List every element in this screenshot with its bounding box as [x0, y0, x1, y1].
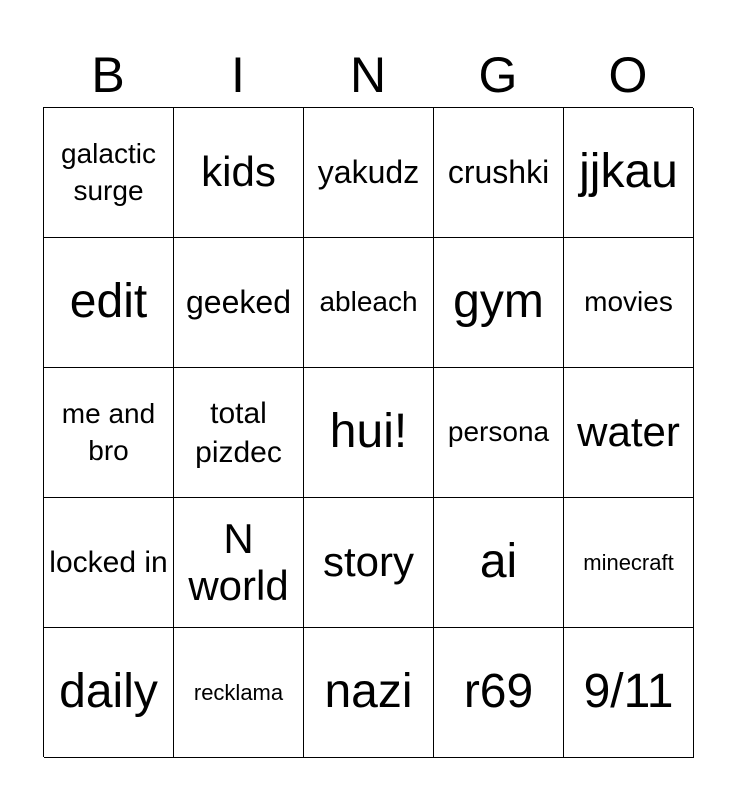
header-letter-b: B [91, 47, 125, 103]
cell-label: persona [447, 416, 550, 448]
bingo-cell[interactable] [564, 108, 694, 238]
cell-label: nazi [324, 665, 413, 719]
bingo-cell[interactable] [304, 368, 434, 498]
header-letter-o: O [608, 47, 648, 103]
cell-label: crushki [447, 154, 550, 191]
cell-label: daily [59, 665, 158, 719]
cell-label: 9/11 [583, 665, 674, 719]
bingo-cell[interactable] [564, 498, 694, 628]
cell-label: locked in [49, 546, 168, 579]
cell-label: yakudz [317, 154, 420, 191]
header-letter-n: N [349, 47, 387, 103]
cell-label: N world [188, 515, 289, 609]
bingo-board [43, 107, 693, 757]
cell-label: minecraft [583, 549, 674, 575]
bingo-cell[interactable] [434, 628, 564, 758]
cell-label: recklama [193, 679, 284, 705]
bingo-cell[interactable] [434, 238, 564, 368]
bingo-cell[interactable] [174, 628, 304, 758]
bingo-cell[interactable] [174, 108, 304, 238]
bingo-cell[interactable] [434, 108, 564, 238]
bingo-cell[interactable] [564, 368, 694, 498]
bingo-cell[interactable] [44, 368, 174, 498]
bingo-cell[interactable] [304, 108, 434, 238]
bingo-cell[interactable] [564, 628, 694, 758]
cell-label: r69 [463, 665, 534, 719]
cell-label: jjkau [579, 145, 678, 199]
bingo-cell[interactable] [44, 108, 174, 238]
bingo-cell[interactable] [174, 368, 304, 498]
cell-label: kids [201, 148, 276, 196]
header-letter-i: I [231, 47, 245, 103]
bingo-cell[interactable] [174, 238, 304, 368]
bingo-cell[interactable] [44, 238, 174, 368]
cell-label: geeked [186, 284, 291, 321]
cell-label: edit [69, 275, 148, 329]
bingo-cell[interactable] [304, 628, 434, 758]
bingo-cell[interactable] [304, 498, 434, 628]
bingo-cell[interactable] [304, 238, 434, 368]
bingo-cell[interactable] [434, 368, 564, 498]
bingo-cell[interactable] [44, 498, 174, 628]
header-letter-g: G [478, 47, 518, 103]
bingo-cell[interactable] [44, 628, 174, 758]
cell-label: me and bro [61, 398, 156, 466]
bingo-cell[interactable] [434, 498, 564, 628]
cell-label: story [322, 538, 414, 586]
cell-label: gym [453, 275, 544, 329]
cell-label: ai [479, 535, 518, 589]
cell-label: hui! [329, 405, 408, 459]
bingo-header [43, 45, 693, 105]
cell-label: total pizdec [195, 396, 282, 469]
bingo-cell[interactable] [564, 238, 694, 368]
cell-label: ableach [319, 286, 418, 318]
cell-label: movies [584, 286, 673, 318]
cell-label: water [577, 408, 680, 456]
bingo-cell[interactable] [174, 498, 304, 628]
cell-label: galactic surge [61, 138, 156, 206]
